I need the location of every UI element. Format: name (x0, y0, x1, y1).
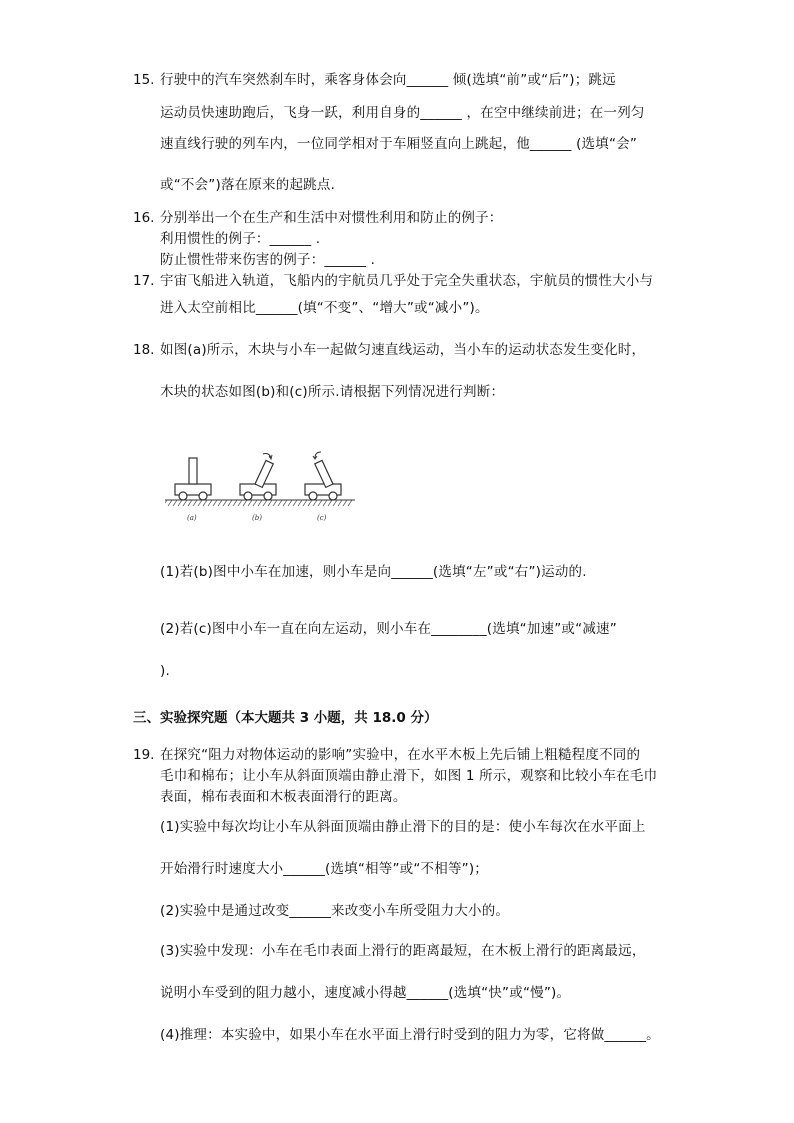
fig-label-b: (b) (252, 514, 262, 522)
q16-line-1: 分别举出一个在生产和生活中对惯性利用和防止的例子： (160, 210, 503, 226)
cart-c (305, 452, 341, 500)
q17-line-2: 进入太空前相比______(填“不变”、“增大”或“减小”)。 (160, 300, 489, 316)
cart-block-figure (165, 448, 355, 530)
q17-number: 17. (133, 273, 155, 289)
q16-line-3: 防止惯性带来伤害的例子：______ . (160, 252, 376, 268)
q15-number: 15. (133, 72, 155, 88)
q15-line-3: 速直线行驶的列车内，一位同学相对于车厢竖直向上跳起，他______ (选填“会” (160, 136, 638, 152)
q17-line-1: 宇宙飞船进入轨道，飞船内的宇航员几乎处于完全失重状态，宇航员的惯性大小与 (160, 273, 654, 289)
q19-part-4: (4)推理：本实验中，如果小车在水平面上滑行时受到的阻力为零，它将做______。 (160, 1027, 660, 1043)
cart-block-diagram (165, 448, 355, 530)
q18-part-2: (2)若(c)图中小车一直在向左运动，则小车在________(选填“加速”或“减速” (160, 621, 617, 637)
q19-part-2: (2)实验中是通过改变______来改变小车所受阻力大小的。 (160, 903, 510, 919)
q18-part-1: (1)若(b)图中小车在加速，则小车是向______(选填“左”或“右”)运动的. (160, 564, 587, 580)
q18-line-2: 木块的状态如图(b)和(c)所示.请根据下列情况进行判断： (160, 384, 505, 400)
q19-line-2: 毛巾和棉布；让小车从斜面顶端由静止滑下，如图 1 所示，观察和比较小车在毛巾 (160, 768, 658, 784)
q18-part-2-close: ). (160, 663, 170, 679)
q19-part-3b: 说明小车受到的阻力越小，速度减小得越______(选填“快”或“慢”)。 (160, 985, 571, 1001)
q15-line-4: 或“不会”)落在原来的起跳点. (160, 177, 336, 193)
q15-line-2: 运动员快速助跑后，飞身一跃，利用自身的______ ，在空中继续前进；在一列匀 (160, 105, 645, 121)
cart-a (175, 458, 211, 500)
q15-line-1: 行驶中的汽车突然刹车时，乘客身体会向______ 倾(选填“前”或“后”)；跳远 (160, 72, 616, 88)
q19-number: 19. (133, 747, 155, 763)
q19-line-1: 在探究“阻力对物体运动的影响”实验中，在水平木板上先后铺上粗糙程度不同的 (160, 747, 641, 763)
q16-number: 16. (133, 210, 155, 226)
cart-b (240, 454, 276, 501)
q19-part-3a: (3)实验中发现：小车在毛巾表面上滑行的距离最短，在木板上滑行的距离最远， (160, 943, 646, 959)
q18-number: 18. (133, 342, 155, 358)
q19-part-1a: (1)实验中每次均让小车从斜面顶端由静止滑下的目的是：使小车每次在水平面上 (160, 819, 646, 835)
section-3-title: 三、实验探究题（本大题共 3 小题，共 18.0 分） (133, 710, 438, 726)
q19-line-3: 表面，棉布表面和木板表面滑行的距离。 (160, 789, 407, 805)
q19-part-1b: 开始滑行时速度大小______(选填“相等”或“不相等”)； (160, 861, 489, 877)
fig-label-a: (a) (187, 514, 197, 522)
fig-label-c: (c) (317, 514, 327, 522)
q16-line-2: 利用惯性的例子：______ . (160, 231, 321, 247)
q18-line-1: 如图(a)所示，木块与小车一起做匀速直线运动，当小车的运动状态发生变化时， (160, 342, 646, 358)
